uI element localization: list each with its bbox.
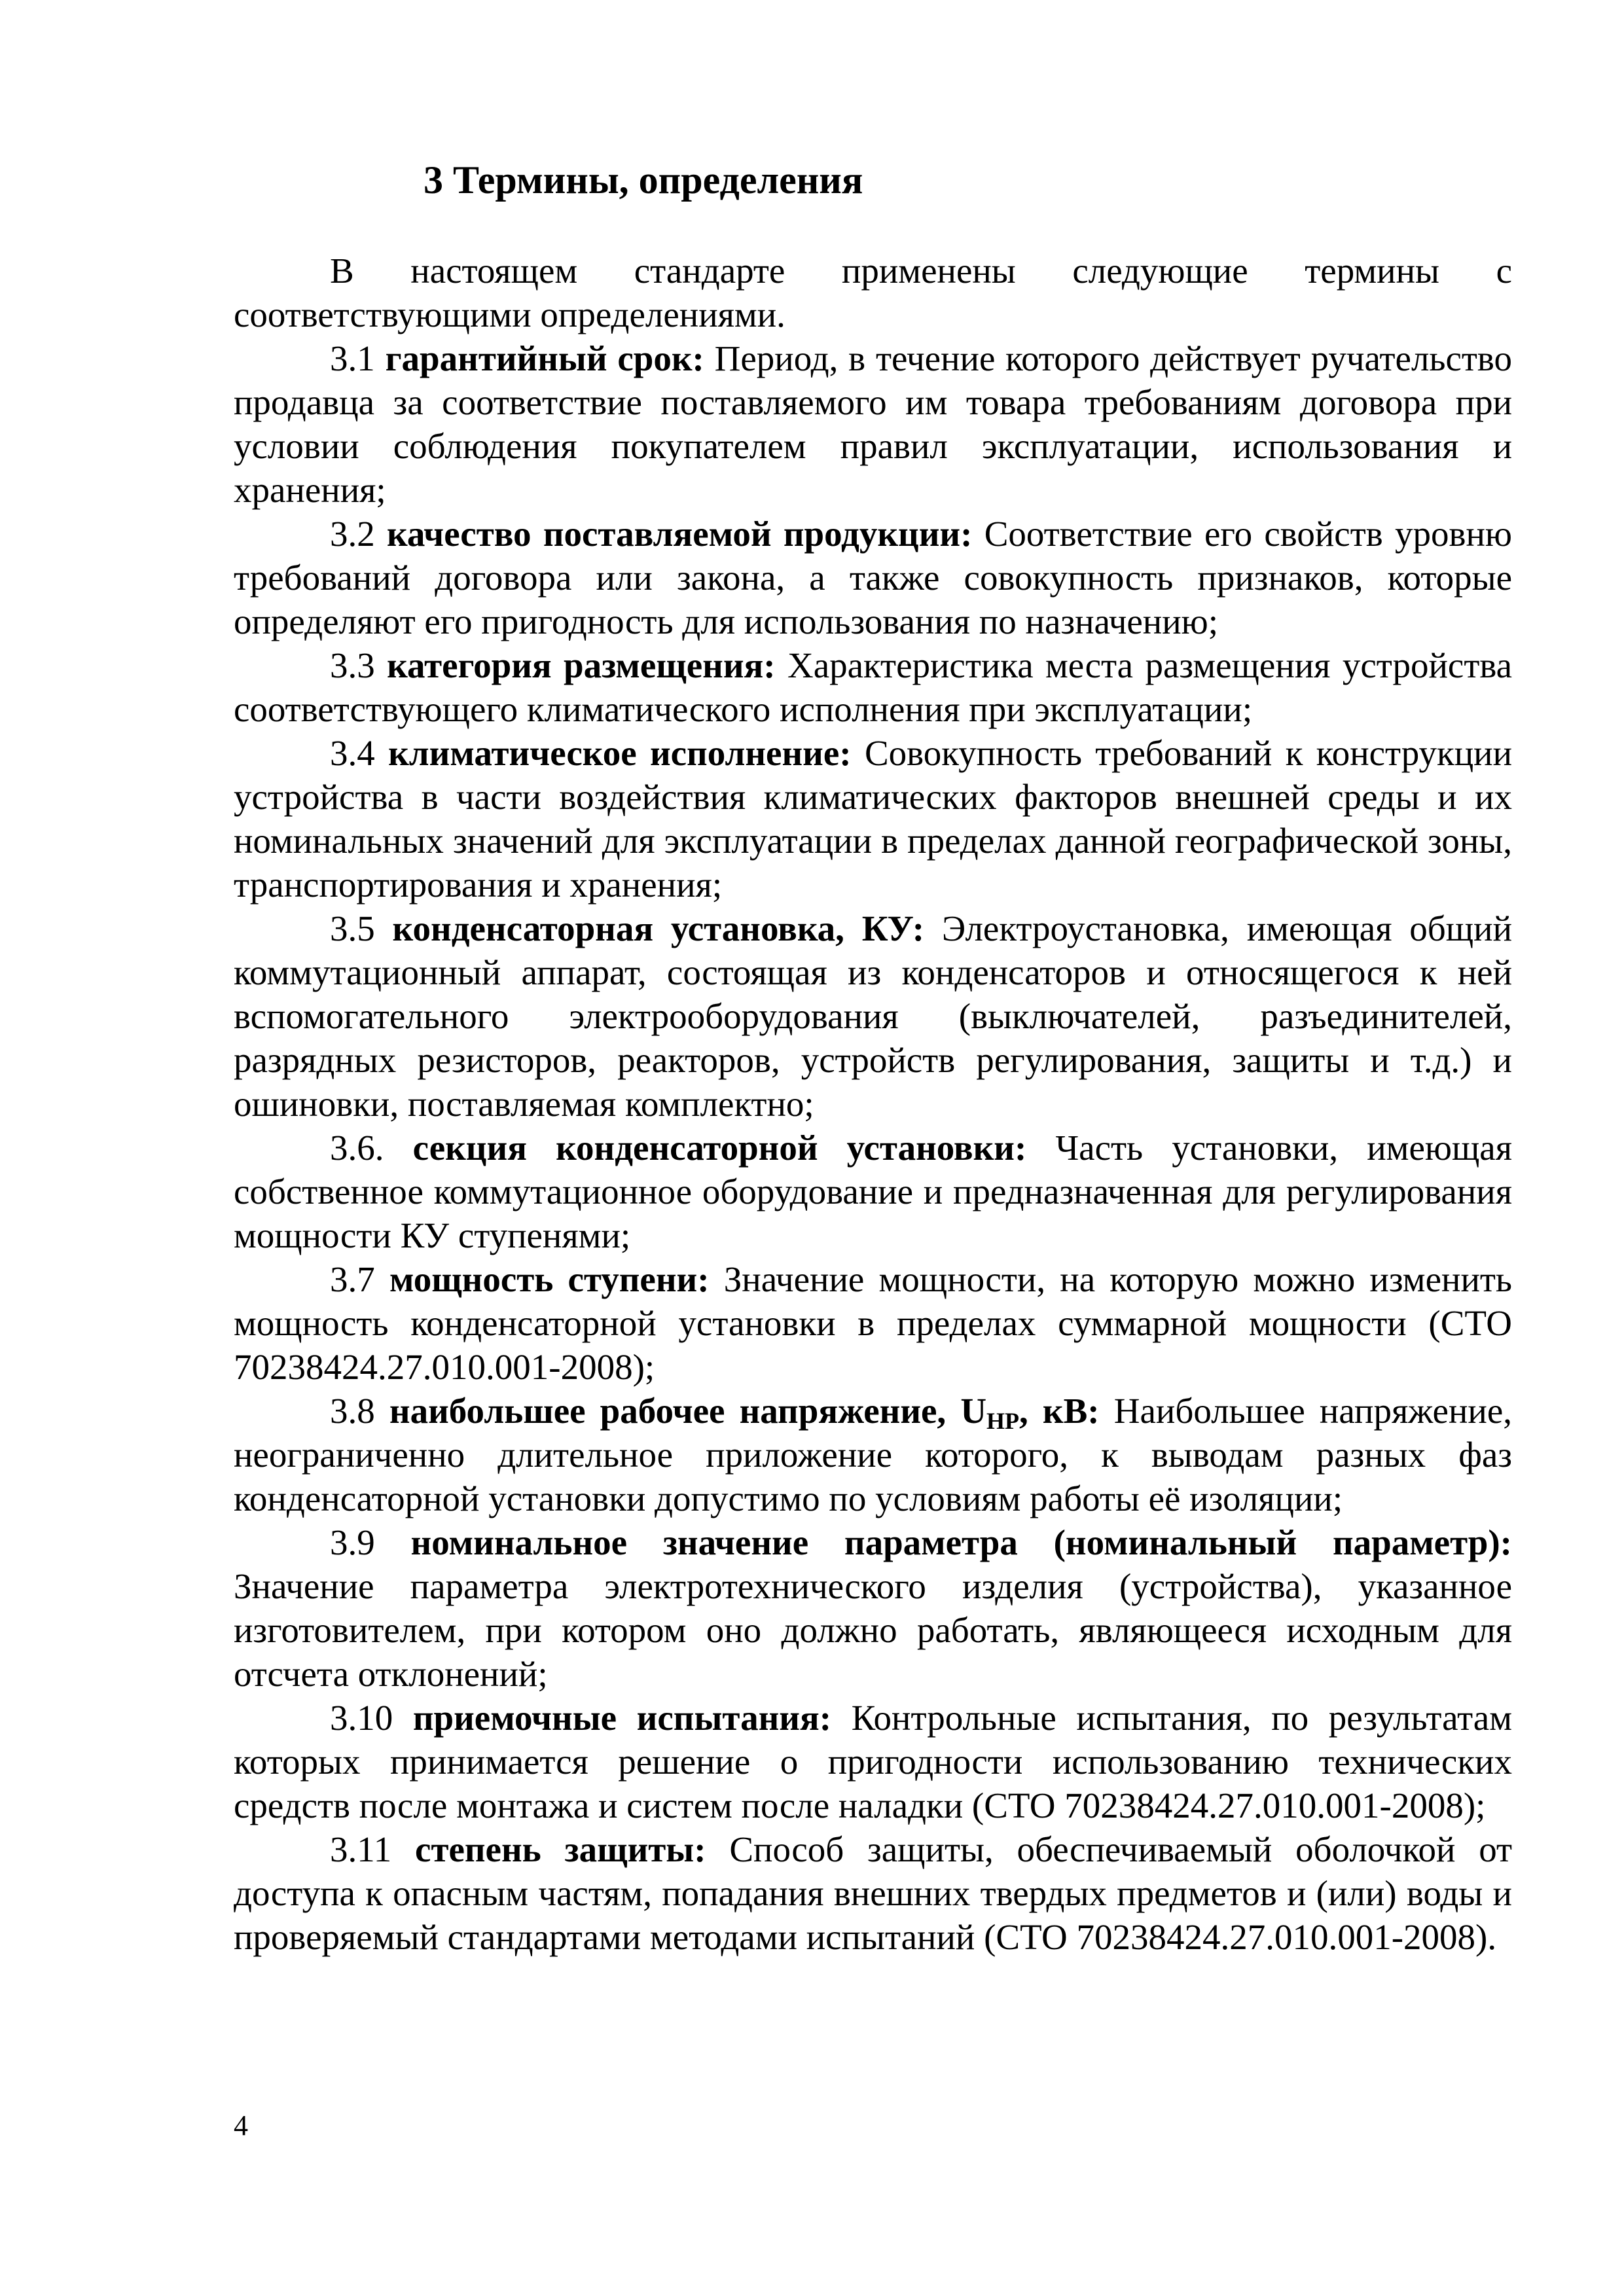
- term-name: [389, 1391, 1100, 1434]
- term-definition: Контрольные испытания, по результатам которых принимается решение о пригодности использованию технических средств после монтажа и систем после наладки (СТО 70238424.27.010.001-2008);: [234, 1698, 1512, 1825]
- term-3-6: [234, 1126, 1512, 1257]
- term-number: 3.2: [330, 514, 375, 554]
- term-3-8: [234, 1389, 1512, 1520]
- term-name-end: , кВ:: [1019, 1391, 1100, 1431]
- term-name: конденсаторная установка, КУ:: [392, 908, 925, 948]
- term-name: мощность ступени:: [389, 1259, 710, 1299]
- term-name: гарантийный срок:: [385, 338, 704, 378]
- term-name: номинальное значение параметра (номинальный параметр):: [410, 1522, 1512, 1562]
- section-heading: 3 Термины, определения: [424, 158, 863, 202]
- term-3-1: [234, 336, 1512, 512]
- term-definition: Часть установки, имеющая собственное коммутационное оборудование и предназначенная для регулирования мощности КУ ступенями;: [234, 1128, 1513, 1255]
- term-3-2: [234, 512, 1512, 643]
- term-definition: Период, в течение которого действует ручательство продавца за соответствие поставляемого им товара требованиям договора при условии соблюдения покупателем правил эксплуатации, использования и хранения;: [234, 338, 1513, 510]
- term-3-10: [234, 1696, 1512, 1827]
- term-name: степень защиты:: [415, 1829, 706, 1869]
- term-definition: Характеристика места размещения устройства соответствующего климатического исполнения при эксплуатации;: [234, 645, 1513, 729]
- term-number: 3.10: [330, 1698, 393, 1738]
- term-number: 3.9: [330, 1522, 375, 1562]
- term-number: 3.5: [330, 908, 375, 948]
- term-definition: Значение мощности, на которую можно изменить мощность конденсаторной установки в пределах суммарной мощности (СТО 70238424.27.010.001-2008);: [234, 1259, 1513, 1387]
- term-number: 3.11: [330, 1829, 392, 1869]
- term-3-7: [234, 1257, 1512, 1389]
- term-3-3: [234, 643, 1512, 731]
- term-name: секция конденсаторной установки:: [412, 1128, 1027, 1168]
- term-definition: Наибольшее напряжение, неограниченно длительное приложение которого, к выводам разных фаз конденсаторной установки допустимо по условиям работы её изоляции;: [234, 1391, 1512, 1518]
- term-3-11: [234, 1827, 1512, 1959]
- term-3-9: [234, 1520, 1512, 1696]
- term-definition: Совокупность требований к конструкции устройства в части воздействия климатических факторов внешней среды и их номинальных значений для эксплуатации в пределах данной географической зоны, транспортирования и хранения;: [234, 733, 1513, 905]
- voltage-subscript: НР: [986, 1408, 1020, 1434]
- term-number: 3.3: [330, 645, 375, 685]
- term-3-4: [234, 731, 1512, 906]
- intro-paragraph: В настоящем стандарте применены следующие термины с соответствующими определениями.: [234, 251, 1512, 334]
- term-number: 3.7: [330, 1259, 375, 1299]
- term-definition: Способ защиты, обеспечиваемый оболочкой от доступа к опасным частям, попадания внешних твердых предметов и (или) воды и проверяемый стандартами методами испытаний (СТО 70238424.27.010.001-2008).: [234, 1829, 1513, 1957]
- term-definition: Электроустановка, имеющая общий коммутационный аппарат, состоящая из конденсаторов и относящегося к ней вспомогательного электрооборудования (выключателей, разъединителей, разрядных резисторов, реакторов, устройств регулирования, защиты и т.д.) и ошиновки, поставляемая комплектно;: [234, 908, 1513, 1124]
- term-number: 3.8: [330, 1391, 375, 1431]
- term-name: качество поставляемой продукции:: [387, 514, 973, 554]
- page-number: 4: [234, 2109, 248, 2142]
- term-definition: Значение параметра электротехнического изделия (устройства), указанное изготовителем, при котором оно должно работать, являющееся исходным для отсчета отклонений;: [234, 1566, 1512, 1694]
- term-number: 3.4: [330, 733, 375, 773]
- term-number: 3.1: [330, 338, 375, 378]
- term-name-start: наибольшее рабочее напряжение, U: [389, 1391, 987, 1431]
- term-3-5: [234, 906, 1512, 1126]
- term-definition: Соответствие его свойств уровню требований договора или закона, а также совокупность признаков, которые определяют его пригодность для использования по назначению;: [234, 514, 1512, 641]
- document-page: [234, 151, 1512, 1959]
- term-name: категория размещения:: [387, 645, 776, 685]
- term-number: 3.6.: [330, 1128, 384, 1168]
- term-name: климатическое исполнение:: [388, 733, 852, 773]
- term-name: приемочные испытания:: [412, 1698, 832, 1738]
